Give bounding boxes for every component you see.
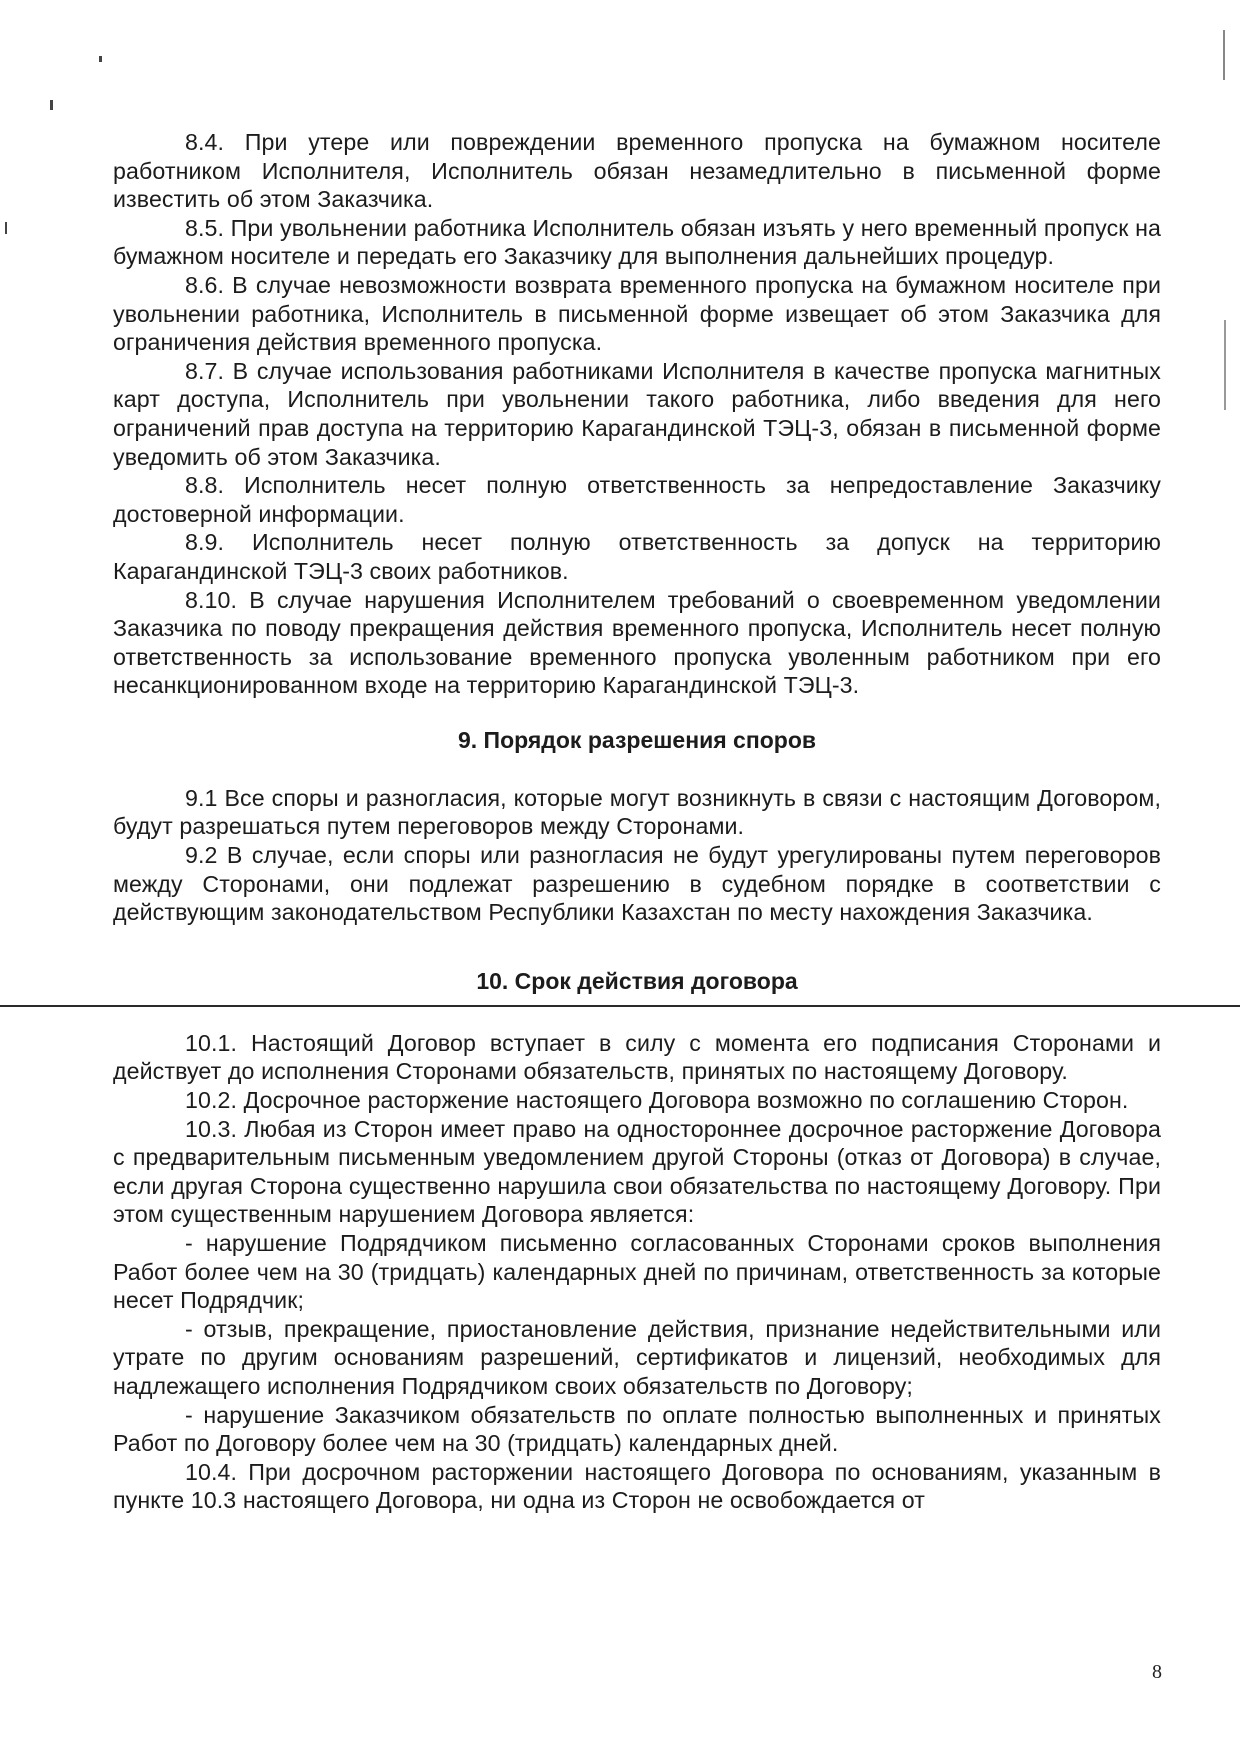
paragraph-9-2: 9.2 В случае, если споры или разногласия не будут урегулированы путем переговоров между Сторонами, они подлежат разрешению в судебном порядке в соответствии с действующим законодательством Республики Казахстан по месту нахождения Заказчика. [113,842,1161,926]
horizontal-rule [0,1005,1240,1007]
scan-speck [5,222,7,234]
paragraph-8-5: 8.5. При увольнении работника Исполнитель обязан изъять у него временный пропуск на бумажном носителе и передать его Заказчику для выполнения дальнейших процедур. [113,214,1161,270]
paragraph-10-2: 10.2. Досрочное расторжение настоящего Договора возможно по соглашению Сторон. [185,1087,1129,1114]
scan-edge [1224,320,1226,410]
scan-speck [50,100,53,110]
section-10-heading: 10. Срок действия договора [476,967,798,994]
paragraph-8-9: 8.9. Исполнитель несет полную ответственность за допуск на территорию Карагандинской ТЭЦ-3 своих работников. [113,529,1161,584]
scan-speck [99,56,102,62]
paragraph-8-6: 8.6. В случае невозможности возврата временного пропуска на бумажном носителе при увольнении работника, Исполнитель в письменной форме извещает об этом Заказчика для ограничения действия временного пропуска. [113,271,1161,356]
paragraph-10-1: 10.1. Настоящий Договор вступает в силу с момента его подписания Сторонами и действует до исполнения Сторонами обязательств, принятых по настоящему Договору. [113,1029,1161,1085]
page-number: 8 [1152,1661,1162,1683]
paragraph-10-3: 10.3. Любая из Сторон имеет право на одностороннее досрочное расторжение Договора с предварительным письменным уведомлением другой Стороны (отказ от Договора) в случае, если другая Сторона существенно нарушила свои обязательства по настоящему Договору. При этом существенным нарушением Договора является: [113,1115,1161,1228]
paragraph-8-10: 8.10. В случае нарушения Исполнителем требований о своевременном уведомлении Заказчика по поводу прекращения действия временного пропуска, Исполнитель несет полную ответственность за использование временного пропуска уволенным работником при его несанкционированном входе на территорию Карагандинской ТЭЦ-3. [113,586,1161,699]
document-body [113,128,1161,1515]
paragraph-8-8: 8.8. Исполнитель несет полную ответственность за непредоставление Заказчику достоверной информации. [113,472,1161,527]
paragraph-9-1: 9.1 Все споры и разногласия, которые могут возникнуть в связи с настоящим Договором, будут разрешаться путем переговоров между Сторонами. [113,784,1161,840]
section-9-heading: 9. Порядок разрешения споров [457,726,817,753]
scan-edge [1223,30,1225,80]
list-item-contractor-delay: - нарушение Подрядчиком письменно согласованных Сторонами сроков выполнения Работ более чем на 30 (тридцать) календарных дней по причинам, ответственность за которые несет Подрядчик; [113,1230,1161,1314]
paragraph-8-7: 8.7. В случае использования работниками Исполнителя в качестве пропуска магнитных карт доступа, Исполнитель при увольнении такого работника, либо введения для него ограничений прав доступа на территорию Карагандинской ТЭЦ-3, обязан в письменной форме уведомить об этом Заказчика. [113,357,1161,470]
list-item-customer-payment: - нарушение Заказчиком обязательств по оплате полностью выполненных и принятых Работ по Договору более чем на 30 (тридцать) календарных дней. [113,1401,1161,1457]
paragraph-10-4: 10.4. При досрочном расторжении настоящего Договора по основаниям, указанным в пункте 10.3 настоящего Договора, ни одна из Сторон не освобождается от [113,1458,1161,1514]
paragraph-8-4: 8.4. При утере или повреждении временного пропуска на бумажном носителе работником Исполнителя, Исполнитель обязан незамедлительно в письменной форме известить об этом Заказчика. [113,129,1161,213]
list-item-license-revocation: - отзыв, прекращение, приостановление действия, признание недействительными или утрате по другим основаниям разрешений, сертификатов и лицензий, необходимых для надлежащего исполнения Подрядчиком своих обязательств по Договору; [113,1315,1161,1399]
